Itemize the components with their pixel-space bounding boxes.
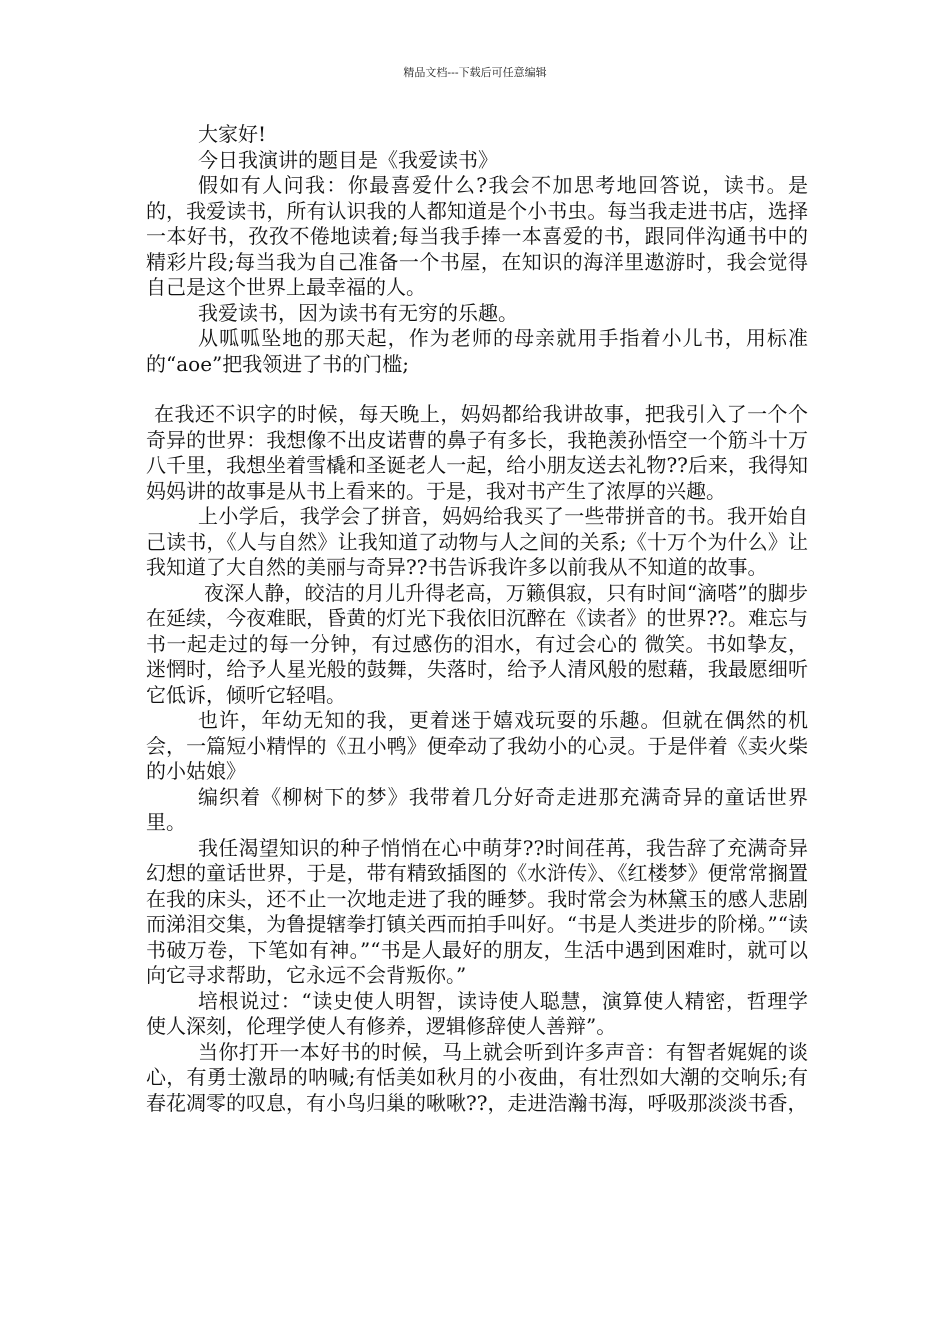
paragraph-9: 我任渴望知识的种子悄悄在心中萌芽??时间荏苒，我告辞了充满奇异幻想的童话世界，于是，带有精致插图的《水浒传》、《红楼梦》便常常搁置在我的床头，还不止一次地走进了我的睡梦。我时常会为林黛玉的感人悲剧而涕泪交集，为鲁提辖拳打镇关西而拍手叫好。“书是人类进步的阶梯。”“读书破万卷，下笔如有神。”“书是人最好的朋友，生活中遇到困难时，就可以向它寻求帮助，它永远不会背叛你。” (146, 835, 808, 987)
paragraph-5: 上小学后，我学会了拼音，妈妈给我买了一些带拼音的书。我开始自己读书，《人与自然》让我知道了动物与人之间的关系;《十万个为什么》让我知道了大自然的美丽与奇异??书告诉我许多以前我从不知道的故事。 (146, 504, 808, 579)
paragraph-11: 当你打开一本好书的时候，马上就会听到许多声音：有智者娓娓的谈心，有勇士激昂的呐喊;有恬美如秋月的小夜曲，有壮烈如大潮的交响乐;有春花凋零的叹息，有小鸟归巢的啾啾??，走进浩瀚书海，呼吸那淡淡书香， (146, 1039, 808, 1115)
paragraph-10: 培根说过：“读史使人明智，读诗使人聪慧，演算使人精密，哲理学使人深刻，伦理学使人有修养，逻辑修辞使人善辩”。 (146, 988, 808, 1038)
page-header: 精品文档---下载后可任意编辑 (403, 66, 547, 79)
speech-title: 今日我演讲的题目是《我爱读书》 (198, 147, 498, 172)
paragraph-1: 假如有人问我：你最喜爱什么?我会不加思考地回答说，读书。是的，我爱读书，所有认识我的人都知道是个小书虫。每当我走进书店，选择一本好书，孜孜不倦地读着;每当我手捧一本喜爱的书，跟同伴沟通书中的精彩片段;每当我为自己准备一个书屋，在知识的海洋里遨游时，我会觉得自己是这个世界上最幸福的人。 (146, 173, 808, 299)
paragraph-7: 也许，年幼无知的我，更着迷于嬉戏玩耍的乐趣。但就在偶然的机会，一篇短小精悍的《丑小鸭》便牵动了我幼小的心灵。于是伴着《卖火柴的小姑娘》 (146, 708, 808, 783)
document-body (146, 122, 808, 1116)
greeting: 大家好! (198, 122, 267, 146)
paragraph-6: 夜深人静，皎洁的月儿升得老高，万籁俱寂，只有时间“滴嗒”的脚步在延续，今夜难眠，昏黄的灯光下我依旧沉醉在《读者》的世界??。难忘与书一起走过的每一分钟，有过感伤的泪水，有过会心的 微笑。书如挚友，迷惘时，给予人星光般的鼓舞，失落时，给予人清风般的慰藉，我最愿细听它低诉，倾听它轻唱。 (146, 580, 808, 707)
paragraph-8: 编织着《柳树下的梦》我带着几分好奇走进那充满奇异的童话世界里。 (146, 784, 808, 834)
paragraph-2: 我爱读书，因为读书有无穷的乐趣。 (198, 300, 518, 325)
paragraph-3: 从呱呱坠地的那天起，作为老师的母亲就用手指着小儿书，用标准的“aoe”把我领进了书的门槛; (146, 326, 808, 376)
paragraph-4: 在我还不识字的时候，每天晚上，妈妈都给我讲故事，把我引入了一个个奇异的世界：我想像不出皮诺曹的鼻子有多长，我艳羡孙悟空一个筋斗十万八千里，我想坐着雪橇和圣诞老人一起，给小朋友送去礼物??后来，我得知妈妈讲的故事是从书上看来的。于是，我对书产生了浓厚的兴趣。 (146, 402, 808, 503)
blank-line (146, 377, 808, 402)
